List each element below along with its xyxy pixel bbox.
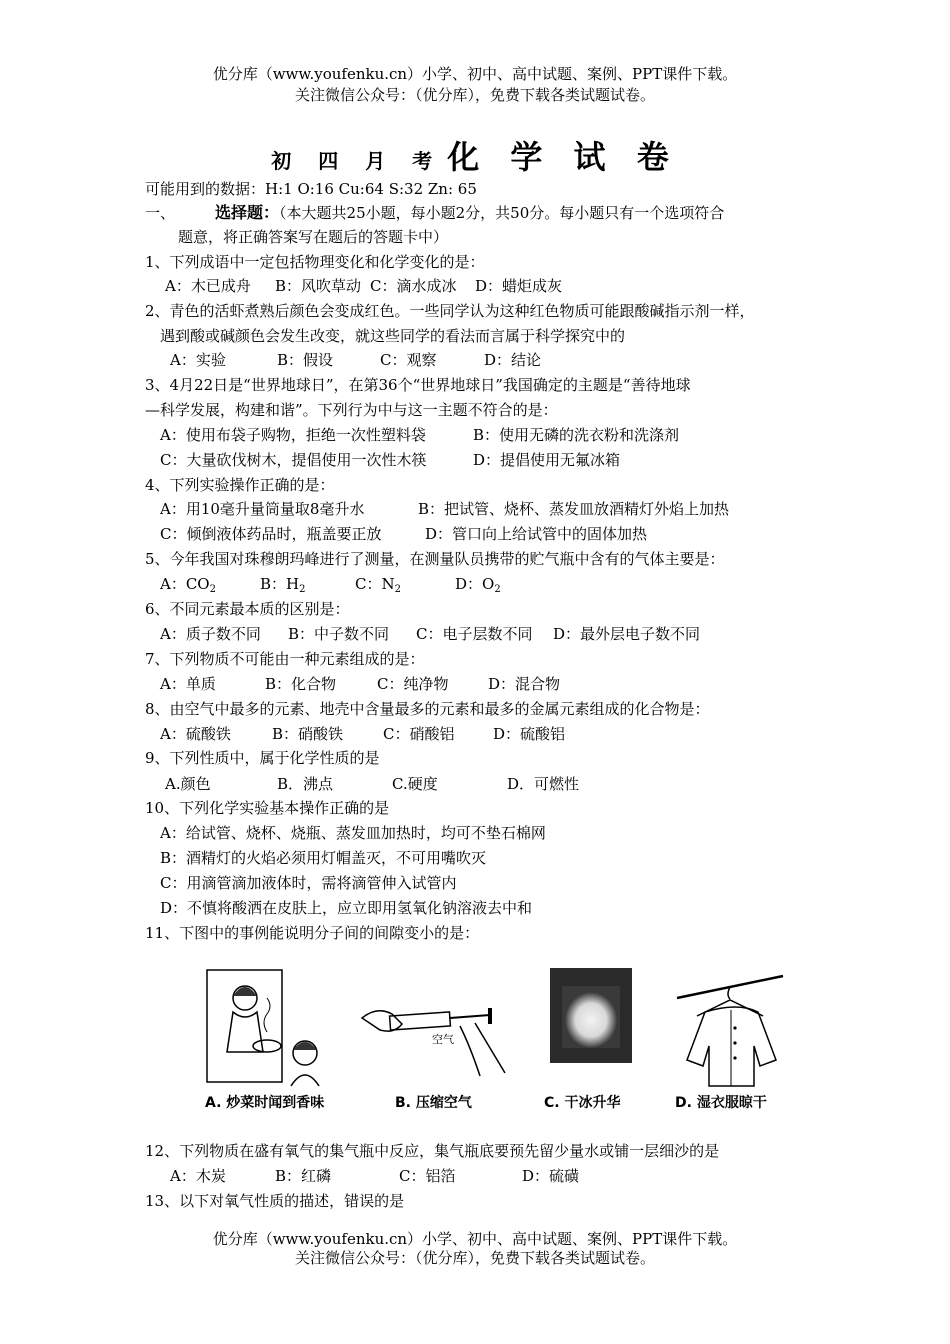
question-2-stem: 2、青色的活虾煮熟后颜色会变成红色。一些同学认为这种红色物质可能跟酸碱指示剂一样， [145,302,755,320]
syringe-illustration [360,968,510,1088]
data-line: 可能用到的数据：H:1 O:16 Cu:64 S:32 Zn: 65 [145,180,477,198]
question-11-figures [200,968,800,1118]
question-7-options [160,675,560,693]
section-heading [145,204,724,222]
title-main: 化 学 试 卷 [447,138,679,176]
question-9-options [165,775,579,793]
question-2-options [170,351,541,369]
section-title: 选择题： [215,203,280,222]
option-b: B：假设 [277,351,334,369]
question-9-stem: 9、下列性质中，属于化学性质的是 [145,749,380,767]
option-c: C：大量砍伐树木，提倡使用一次性木筷 [160,451,427,469]
syringe-label: 空气 [432,1033,454,1046]
option-a: A：木炭 [170,1167,226,1185]
option-a: A：用10毫升量筒量取8毫升水 [160,500,365,518]
option-b: B：$H_2$ [260,575,306,595]
question-2-stem-2: 遇到酸或碱颜色会发生改变，就这些同学的看法而言属于科学探究中的 [160,327,626,345]
question-8-stem: 8、由空气中最多的元素、地壳中含量最多的元素和最多的金属元素组成的化合物是： [145,700,710,718]
option-a: A：实验 [170,351,226,369]
option-c: C：纯净物 [377,675,449,693]
option-b: B：硝酸铁 [272,725,344,743]
question-5-options [160,575,501,599]
section-note: （本大题共25小题，每小题2分，共50分。每小题只有一个选项符合 [279,204,725,222]
question-10-option-d: D：不慎将酸洒在皮肤上，应立即用氢氧化钠溶液去中和 [160,899,533,917]
question-11-stem: 11、下图中的事例能说明分子间的间隙变小的是： [145,924,480,942]
page-title [0,132,950,176]
title-prefix: 初 四 月 考 [271,149,443,173]
question-6-stem: 6、不同元素最本质的区别是： [145,600,350,618]
option-d: D：硫酸铝 [493,725,566,743]
question-4-options-ab [160,500,729,518]
question-3-stem: 3、4月22日是“世界地球日”，在第36个“世界地球日”我国确定的主题是“善待地球 [145,376,691,394]
figure-a [205,968,325,1111]
option-c: C.硬度 [392,775,438,793]
option-d: D：最外层电子数不同 [553,625,701,643]
question-10-option-c: C：用滴管滴加液体时，需将滴管伸入试管内 [160,874,457,892]
question-10-option-b: B：酒精灯的火焰必须用灯帽盖灭，不可用嘴吹灭 [160,849,487,867]
option-a: A：质子数不同 [160,625,261,643]
question-1-options [165,277,562,295]
option-a: A：使用布袋子购物，拒绝一次性塑料袋 [160,426,426,444]
question-1-stem: 1、下列成语中一定包括物理变化和化学变化的是： [145,253,485,271]
option-c: C：$N_2$ [355,575,401,595]
option-a: A：木已成舟 [165,277,251,295]
option-c: C：倾倒液体药品时，瓶盖要正放 [160,525,382,543]
option-a: A：$CO_2$ [160,575,216,595]
option-c: C：铝箔 [399,1167,456,1185]
option-d: D：硫磺 [522,1167,580,1185]
section-note-2: 题意，将正确答案写在题后的答题卡中） [178,228,449,246]
question-7-stem: 7、下列物质不可能由一种元素组成的是： [145,650,425,668]
option-d: D：管口向上给试管中的固体加热 [425,525,648,543]
cooking-illustration [205,968,325,1088]
option-b: B．沸点 [277,775,334,793]
question-3-options-ab [160,426,679,444]
option-c: C：硝酸铝 [383,725,455,743]
option-c: C：滴水成冰 [370,277,457,295]
header-line-1: 优分库（www.youfenku.cn）小学、初中、高中试题、案例、PPT课件下载。 [212,65,738,83]
option-d: D：混合物 [488,675,561,693]
option-d: D：结论 [484,351,542,369]
question-8-options [160,725,565,743]
option-d: D：$O_2$ [455,575,501,595]
figure-a-caption: A. 炒菜时闻到香味 [205,1095,325,1111]
question-4-stem: 4、下列实验操作正确的是： [145,476,335,494]
question-4-options-cd [160,525,647,543]
option-d: D．可燃性 [507,775,580,793]
option-b: B：使用无磷的洗衣粉和洗涤剂 [473,426,680,444]
question-10-option-a: A：给试管、烧杯、烧瓶、蒸发皿加热时，均可不垫石棉网 [160,824,546,842]
figure-c [544,968,632,1111]
footer-line-1: 优分库（www.youfenku.cn）小学、初中、高中试题、案例、PPT课件下载。 [212,1230,738,1248]
option-b: B：红磷 [275,1167,332,1185]
question-3-stem-2: —科学发展，构建和谐”。下列行为中与这一主题不符合的是： [145,401,558,419]
question-10-stem: 10、下列化学实验基本操作正确的是 [145,799,390,817]
section-number: 一、 [145,204,176,222]
figure-b-caption: B. 压缩空气 [395,1095,472,1111]
header-line-2: 关注微信公众号：（优分库），免费下载各类试题试卷。 [294,86,655,104]
option-b: B：风吹草动 [275,277,362,295]
option-b: B：中子数不同 [288,625,390,643]
figure-c-caption: C. 干冰升华 [544,1095,621,1111]
figure-b [360,968,510,1111]
option-c: C：电子层数不同 [416,625,533,643]
dry-ice-photo [550,968,632,1063]
option-b: B：化合物 [265,675,337,693]
option-d: D：提倡使用无氟冰箱 [473,451,621,469]
question-3-options-cd [160,451,620,469]
option-a: A：硫酸铁 [160,725,231,743]
option-a: A.颜色 [165,775,211,793]
drying-clothes-illustration [675,968,785,1088]
option-d: D：蜡炬成灰 [475,277,563,295]
figure-d-caption: D. 湿衣服晾干 [675,1095,767,1111]
question-6-options [160,625,700,643]
figure-d [675,968,785,1111]
question-12-options [170,1167,579,1185]
question-12-stem: 12、下列物质在盛有氧气的集气瓶中反应，集气瓶底要预先留少量水或铺一层细沙的是 [145,1142,720,1160]
option-c: C：观察 [380,351,437,369]
footer-line-2: 关注微信公众号：（优分库），免费下载各类试题试卷。 [294,1249,655,1267]
option-a: A：单质 [160,675,216,693]
option-b: B：把试管、烧杯、蒸发皿放酒精灯外焰上加热 [418,500,730,518]
question-13-stem: 13、以下对氧气性质的描述，错误的是 [145,1192,405,1210]
question-5-stem: 5、今年我国对珠穆朗玛峰进行了测量，在测量队员携带的贮气瓶中含有的气体主要是： [145,550,725,568]
